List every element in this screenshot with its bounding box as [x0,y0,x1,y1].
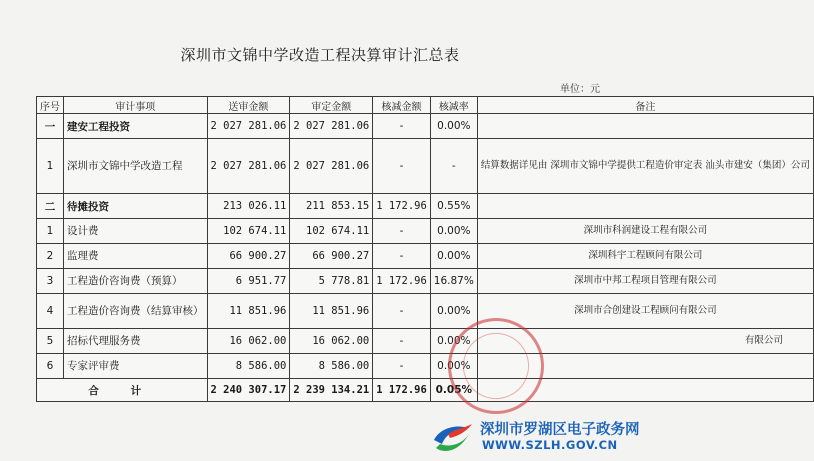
cell-reduced: - [373,329,431,354]
total-approved: 2 239 134.21 [290,379,373,402]
table-row [37,329,814,354]
cell-item: 建安工程投资 [64,114,208,139]
cell-submitted: 213 026.11 [207,194,290,219]
watermark-brand [430,414,640,461]
cell-approved: 102 674.11 [290,219,373,244]
total-rate: 0.05% [430,379,477,402]
cell-reduced: - [373,114,431,139]
col-header-reduced: 核减金额 [373,97,431,114]
cell-approved: 2 027 281.06 [290,139,373,194]
cell-submitted: 6 951.77 [207,269,290,294]
cell-approved: 16 062.00 [290,329,373,354]
cell-reduced: - [373,294,431,329]
cell-approved: 2 027 281.06 [290,114,373,139]
cell-seq: 2 [37,244,64,269]
cell-seq: 1 [37,219,64,244]
cell-remark [477,194,813,219]
cell-rate: 0.00% [430,354,477,379]
cell-reduced: - [373,219,431,244]
cell-remark: 深圳科宇工程顾问有限公司 [477,244,813,269]
col-header-approved: 审定金额 [290,97,373,114]
cell-submitted: 2 027 281.06 [207,139,290,194]
cell-submitted: 11 851.96 [207,294,290,329]
cell-rate: - [430,139,477,194]
table-row [37,114,814,139]
cell-item: 设计费 [64,219,208,244]
table-row [37,139,814,194]
cell-rate: 0.00% [430,294,477,329]
swoosh-logo-icon [430,418,476,458]
cell-remark: 结算数据详见由 深圳市文锦中学提供工程造价审定表 汕头市建安（集团）公司 [477,139,813,194]
cell-item: 工程造价咨询费（预算） [64,269,208,294]
cell-item: 监理费 [64,244,208,269]
col-header-seq: 序号 [37,97,64,114]
cell-remark [477,114,813,139]
table-row [37,354,814,379]
audit-summary-table [36,96,814,402]
cell-seq: 5 [37,329,64,354]
cell-rate: 0.00% [430,244,477,269]
col-header-submitted: 送审金额 [207,97,290,114]
cell-rate: 0.55% [430,194,477,219]
cell-submitted: 102 674.11 [207,219,290,244]
cell-approved: 211 853.15 [290,194,373,219]
cell-item: 待摊投资 [64,194,208,219]
document-title: 深圳市文锦中学改造工程决算审计汇总表 [180,46,460,64]
col-header-remark: 备注 [477,97,813,114]
cell-approved: 11 851.96 [290,294,373,329]
cell-seq: 二 [37,194,64,219]
cell-item: 专家评审费 [64,354,208,379]
table-row [37,269,814,294]
cell-rate: 16.87% [430,269,477,294]
cell-remark: 深圳市科润建设工程有限公司 [477,219,813,244]
cell-seq: 1 [37,139,64,194]
cell-seq: 一 [37,114,64,139]
header-row [37,97,814,114]
cell-approved: 8 586.00 [290,354,373,379]
cell-item: 深圳市文锦中学改造工程 [64,139,208,194]
cell-seq: 6 [37,354,64,379]
cell-reduced: 1 172.96 [373,194,431,219]
cell-item: 工程造价咨询费（结算审核） [64,294,208,329]
cell-remark: 深圳市合创建设工程顾问有限公司 [477,294,813,329]
cell-submitted: 2 027 281.06 [207,114,290,139]
cell-remark: 有限公司 [477,329,813,354]
cell-approved: 5 778.81 [290,269,373,294]
cell-reduced: - [373,139,431,194]
table-row [37,294,814,329]
cell-submitted: 66 900.27 [207,244,290,269]
cell-item: 招标代理服务费 [64,329,208,354]
watermark-url: WWW.SZLH.GOV.CN [482,438,618,452]
cell-seq: 4 [37,294,64,329]
cell-submitted: 8 586.00 [207,354,290,379]
total-reduced: 1 172.96 [373,379,431,402]
cell-seq: 3 [37,269,64,294]
cell-submitted: 16 062.00 [207,329,290,354]
unit-label: 单位：元 [560,84,600,95]
cell-remark: 深圳市中邦工程项目管理有限公司 [477,269,813,294]
cell-reduced: - [373,244,431,269]
col-header-rate: 核减率 [430,97,477,114]
cell-approved: 66 900.27 [290,244,373,269]
total-submitted: 2 240 307.17 [207,379,290,402]
cell-rate: 0.00% [430,114,477,139]
table-row [37,244,814,269]
col-header-item: 审计事项 [64,97,208,114]
cell-rate: 0.00% [430,329,477,354]
cell-reduced: - [373,354,431,379]
table-row [37,219,814,244]
cell-rate: 0.00% [430,219,477,244]
table-row [37,194,814,219]
cell-reduced: 1 172.96 [373,269,431,294]
total-label: 合 计 [37,379,208,402]
watermark-site-name: 深圳市罗湖区电子政务网 [480,422,640,438]
total-row [37,379,814,402]
